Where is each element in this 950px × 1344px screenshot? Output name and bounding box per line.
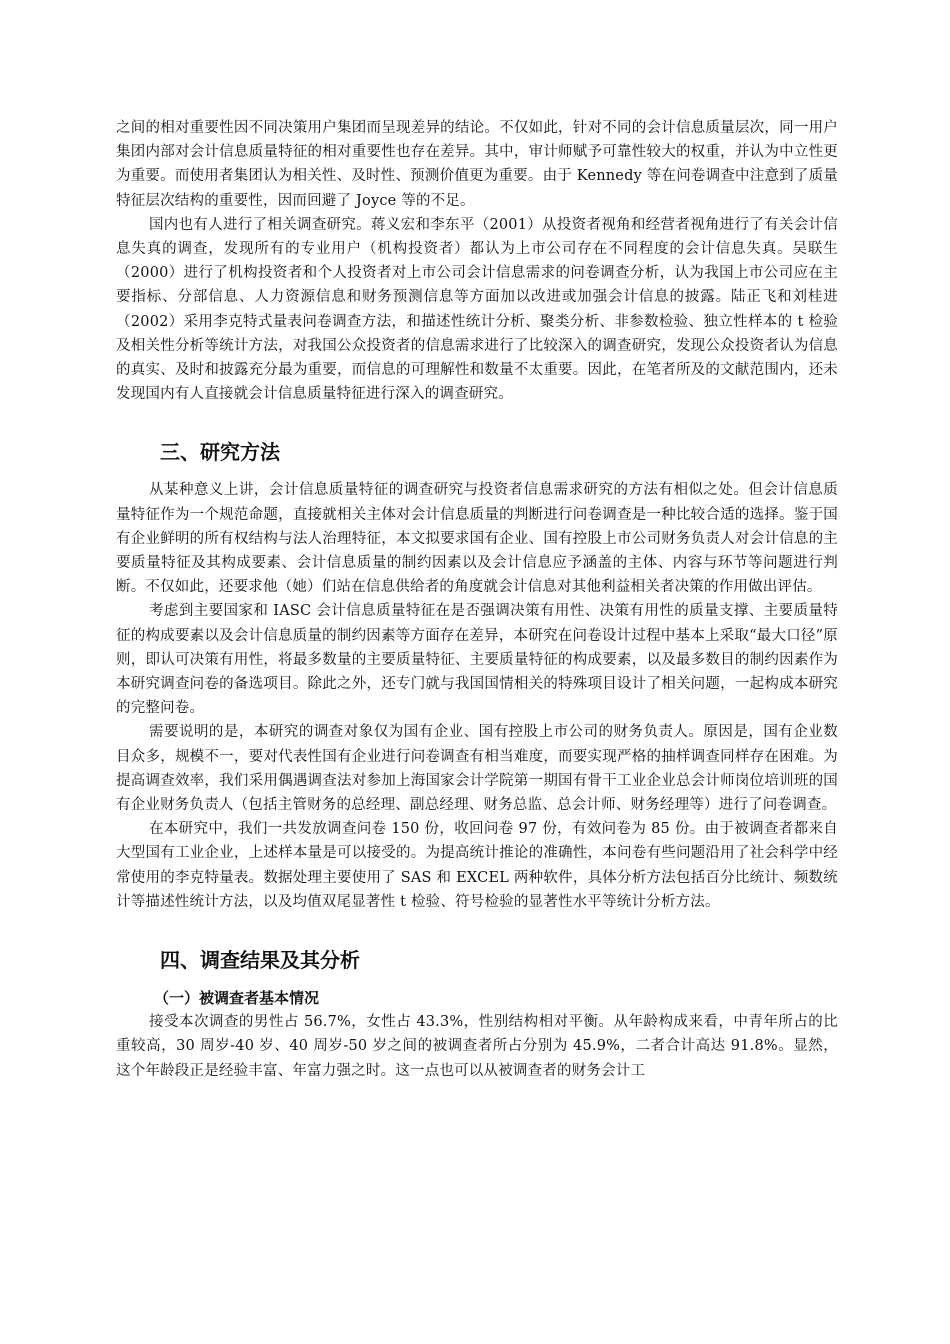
subsection-heading-respondents: （一）被调查者基本情况 bbox=[154, 989, 320, 1008]
section-heading-research-method: 三、研究方法 bbox=[160, 440, 280, 465]
section-heading-results: 四、调查结果及其分析 bbox=[160, 948, 360, 973]
document-body bbox=[116, 116, 838, 1083]
paragraph-method-4: 在本研究中，我们一共发放调查问卷 150 份，收回问卷 97 份，有效问卷为 85 份。由于被调查者都来自大型国有工业企业，上述样本量是可以接受的。为提高统计推论的准确性，本问卷有些问题沿用了社会科学中经常使用的李克特量表。数据处理主要使用了 SAS 和 EXCEL 两种软件，具体分析方法包括百分比统计、频数统计等描述性统计方法，以及均值双尾显著性 t 检验、符号检验的显著性水平等统计分析方法。 bbox=[116, 821, 838, 910]
paragraph-method-2: 考虑到主要国家和 IASC 会计信息质量特征在是否强调决策有用性、决策有用性的质量支撑、主要质量特征的构成要素以及会计信息质量的制约因素等方面存在差异，本研究在问卷设计过程中基本上采取“最大口径”原则，即认可决策有用性，将最多数量的主要质量特征、主要质量特征的构成要素，以及最多数目的制约因素作为本研究调查问卷的备选项目。除此之外，还专门就与我国国情相关的特殊项目设计了相关问题，一起构成本研究的完整问卷。 bbox=[116, 603, 838, 717]
paragraph-results-1: 接受本次调查的男性占 56.7%，女性占 43.3%，性别结构相对平衡。从年龄构成来看，中青年所占的比重较高，30 周岁-40 岁、40 周岁-50 岁之间的被调查者所占分别为 45.9%，二者合计高达 91.8%。显然，这个年龄段正是经验丰富、年富力强之时。这一点也可以从被调查者的财务会计工 bbox=[116, 1014, 838, 1079]
paragraph-intro-2: 国内也有人进行了相关调查研究。蒋义宏和李东平（2001）从投资者视角和经营者视角进行了有关会计信息失真的调查，发现所有的专业用户（机构投资者）都认为上市公司存在不同程度的会计信息失真。吴联生（2000）进行了机构投资者和个人投资者对上市公司会计信息需求的问卷调查分析，认为我国上市公司应在主要指标、分部信息、人力资源信息和财务预测信息等方面加以改进或加强会计信息的披露。陆正飞和刘桂进（2002）采用李克特式量表问卷调查方法，和描述性统计分析、聚类分析、非参数检验、独立性样本的 t 检验及相关性分析等统计方法，对我国公众投资者的信息需求进行了比较深入的调查研究，发现公众投资者认为信息的真实、及时和披露充分最为重要，而信息的可理解性和数量不太重要。因此，在笔者所及的文献范围内，还未发现国内有人直接就会计信息质量特征进行深入的调查研究。 bbox=[116, 216, 838, 403]
paragraph-method-1: 从某种意义上讲，会计信息质量特征的调查研究与投资者信息需求研究的方法有相似之处。但会计信息质量特征作为一个规范命题，直接就相关主体对会计信息质量的判断进行问卷调查是一种比较合适的选择。鉴于国有企业鲜明的所有权结构与法人治理特征，本文拟要求国有企业、国有控股上市公司财务负责人对会计信息的主要质量特征及其构成要素、会计信息质量的制约因素以及会计信息应予涵盖的主体、内容与环节等问题进行判断。不仅如此，还要求他（她）们站在信息供给者的角度就会计信息对其他利益相关者决策的作用做出评估。 bbox=[116, 482, 838, 596]
paragraph-method-3: 需要说明的是，本研究的调查对象仅为国有企业、国有控股上市公司的财务负责人。原因是，国有企业数目众多，规模不一，要对代表性国有企业进行问卷调查有相当难度，而要实现严格的抽样调查同样存在困难。为提高调查效率，我们采用偶遇调查法对参加上海国家会计学院第一期国有骨干工业企业总会计师岗位培训班的国有企业财务负责人（包括主管财务的总经理、副总经理、财务总监、总会计师、财务经理等）进行了问卷调查。 bbox=[116, 724, 838, 814]
paragraph-intro-1: 之间的相对重要性因不同决策用户集团而呈现差异的结论。不仅如此，针对不同的会计信息质量层次，同一用户集团内部对会计信息质量特征的相对重要性也存在差异。其中，审计师赋予可靠性较大的权重，并认为中立性更为重要。而使用者集团认为相关性、及时性、预测价值更为重要。由于 Kennedy 等在问卷调查中注意到了质量特征层次结构的重要性，因而回避了 Joyce 等的不足。 bbox=[116, 120, 838, 209]
